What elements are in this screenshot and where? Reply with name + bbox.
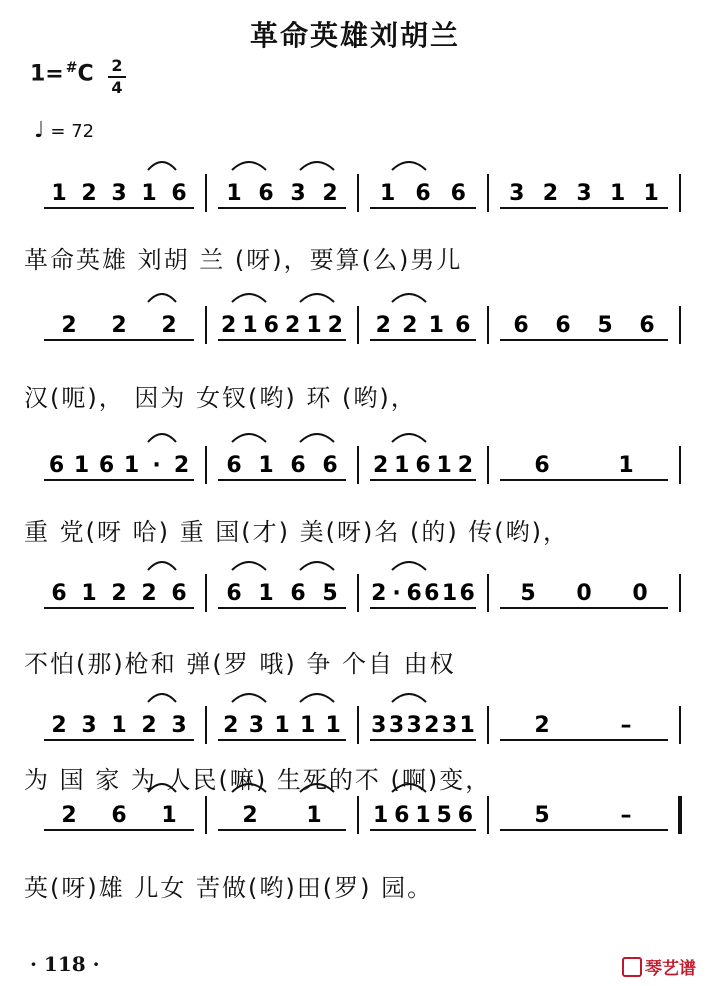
note-numeral: 2 (242, 803, 258, 828)
note-numeral: 3 (509, 181, 525, 206)
note-numeral: 3 (248, 713, 265, 738)
watermark: 琴艺谱 (622, 954, 696, 979)
slur-arc (300, 294, 334, 302)
slur-arc (232, 162, 266, 170)
note-numeral: 1 (123, 453, 140, 478)
lyric-line: 英(呀)雄 儿女 苦做(哟)田(罗) 园。 (24, 874, 434, 902)
note-numeral: 6 (415, 181, 431, 206)
note-numeral: 2 (61, 313, 77, 338)
note-numeral: 6 (290, 581, 306, 606)
note-numeral: · (152, 453, 161, 478)
slur-arc (232, 434, 266, 442)
note-numeral: 2 (375, 313, 391, 338)
note-numeral: 1 (242, 313, 258, 338)
note-numeral: 1 (299, 713, 316, 738)
note-numeral: 6 (51, 581, 67, 606)
note-numeral: 6 (263, 313, 279, 338)
slur-arc (148, 294, 176, 302)
note-numeral: 1 (161, 803, 177, 828)
note-numeral: 2 (424, 713, 440, 738)
note-numeral: 6 (424, 581, 440, 606)
slur-arc (148, 162, 176, 170)
lyric-line: 不怕(那)枪和 弹(罗 哦) 争 个自 由权 (24, 650, 456, 678)
slur-arc (232, 562, 266, 570)
note-numeral: 3 (290, 181, 306, 206)
note-numeral: 2 (141, 713, 157, 738)
note-numeral: 1 (73, 453, 90, 478)
note-numeral: 3 (441, 713, 458, 738)
note-numeral: 2 (542, 181, 559, 206)
slur-arc (148, 694, 176, 702)
note-numeral: 6 (459, 581, 475, 606)
note-numeral: 1 (380, 181, 396, 206)
note-numeral: 2 (285, 313, 301, 338)
note-numeral: 1 (258, 453, 274, 478)
note-numeral: 6 (111, 803, 127, 828)
note-numeral: 1 (459, 713, 475, 738)
note-numeral: 6 (48, 453, 65, 478)
note-numeral: – (620, 803, 632, 828)
note-numeral: 6 (226, 581, 242, 606)
note-numeral: 2 (327, 313, 343, 338)
note-numeral: 6 (457, 803, 474, 828)
slur-arc (300, 162, 334, 170)
note-numeral: 2 (223, 713, 239, 738)
note-numeral: 1 (81, 581, 97, 606)
note-numeral: 1 (436, 453, 452, 478)
note-numeral: 6 (639, 313, 655, 338)
slur-arc (232, 294, 266, 302)
sharp-icon: # (65, 60, 78, 76)
lyric-line: 重 党(呀 哈) 重 国(才) 美(呀)名 (的) 传(哟)， (24, 518, 570, 546)
lyric-line: 汉(呃)， 因为 女钗(哟) 环 (哟)， (24, 384, 417, 412)
note-numeral: · (392, 581, 401, 606)
note-numeral: 6 (450, 181, 466, 206)
slur-arc (392, 294, 426, 302)
note-numeral: 5 (520, 581, 536, 606)
lyric-line: 革命英雄 刘胡 兰 (呀)，要算(么)男儿 (24, 246, 463, 274)
slur-arc (392, 562, 426, 570)
note-numeral: – (620, 713, 632, 738)
note-numeral: 2 (111, 581, 127, 606)
note-numeral: 3 (576, 181, 592, 206)
slur-arc (300, 434, 334, 442)
note-numeral: 6 (415, 453, 431, 478)
note-numeral: 0 (632, 581, 648, 606)
note-numeral: 6 (455, 313, 471, 338)
note-numeral: 1 (258, 581, 274, 606)
note-numeral: 6 (406, 581, 422, 606)
slur-arc (392, 162, 426, 170)
note-numeral: 2 (51, 713, 67, 738)
note-numeral: 2 (111, 313, 127, 338)
note-numeral: 3 (171, 713, 187, 738)
note-numeral: 1 (415, 803, 431, 828)
note-numeral: 1 (226, 181, 242, 206)
note-numeral: 2 (372, 453, 389, 478)
note-numeral: 5 (534, 803, 550, 828)
slur-arc (300, 562, 334, 570)
note-numeral: 3 (81, 713, 97, 738)
note-numeral: 6 (322, 453, 338, 478)
time-signature: 2 4 (108, 58, 126, 96)
note-numeral: 2 (81, 181, 97, 206)
lyric-line: 为 国 家 为 人民(嘛) 生死的不 (啊)变， (24, 766, 492, 794)
note-numeral: 1 (643, 181, 659, 206)
note-numeral: 1 (609, 181, 626, 206)
logo-icon (622, 957, 642, 977)
note-numeral: 5 (322, 581, 338, 606)
slur-arc (148, 434, 176, 442)
note-numeral: 2 (322, 181, 338, 206)
note-numeral: 5 (436, 803, 452, 828)
note-numeral: 1 (306, 313, 322, 338)
note-numeral: 2 (173, 453, 190, 478)
note-numeral: 1 (441, 581, 458, 606)
song-title: 革命英雄刘胡兰 (249, 19, 460, 52)
slur-arc (232, 694, 266, 702)
note-numeral: 1 (325, 713, 341, 738)
note-numeral: 2 (221, 313, 237, 338)
note-numeral: 1 (428, 313, 444, 338)
note-numeral: 2 (141, 581, 157, 606)
slur-arc (148, 562, 176, 570)
note-numeral: 6 (555, 313, 571, 338)
quarter-note-icon: ♩ (34, 118, 45, 143)
note-numeral: 6 (513, 313, 529, 338)
slur-arc (392, 694, 426, 702)
note-numeral: 5 (597, 313, 613, 338)
note-numeral: 6 (171, 581, 187, 606)
page-number: · 118 · (30, 952, 100, 976)
note-numeral: 1 (111, 713, 127, 738)
note-numeral: 1 (372, 803, 389, 828)
note-numeral: 6 (394, 803, 410, 828)
note-numeral: 2 (402, 313, 418, 338)
note-numeral: 1 (618, 453, 634, 478)
note-numeral: 3 (371, 713, 387, 738)
note-numeral: 6 (98, 453, 115, 478)
note-numeral: 1 (274, 713, 290, 738)
note-numeral: 6 (258, 181, 274, 206)
note-numeral: 1 (141, 181, 157, 206)
note-numeral: 6 (226, 453, 242, 478)
note-numeral: 1 (306, 803, 322, 828)
slur-arc (392, 434, 426, 442)
note-numeral: 3 (111, 181, 127, 206)
note-numeral: 6 (534, 453, 550, 478)
slur-arc (300, 694, 334, 702)
note-numeral: 0 (576, 581, 592, 606)
note-numeral: 2 (371, 581, 387, 606)
note-numeral: 2 (61, 803, 77, 828)
note-numeral: 2 (534, 713, 550, 738)
note-numeral: 1 (394, 453, 410, 478)
note-numeral: 2 (457, 453, 474, 478)
note-numeral: 6 (171, 181, 187, 206)
note-numeral: 1 (51, 181, 67, 206)
note-numeral: 6 (290, 453, 306, 478)
note-numeral: 3 (406, 713, 422, 738)
tempo-marking: ♩ = 72 (34, 118, 95, 143)
note-numeral: 2 (161, 313, 177, 338)
note-numeral: 3 (388, 713, 405, 738)
key-signature: 1= #C (30, 60, 94, 87)
